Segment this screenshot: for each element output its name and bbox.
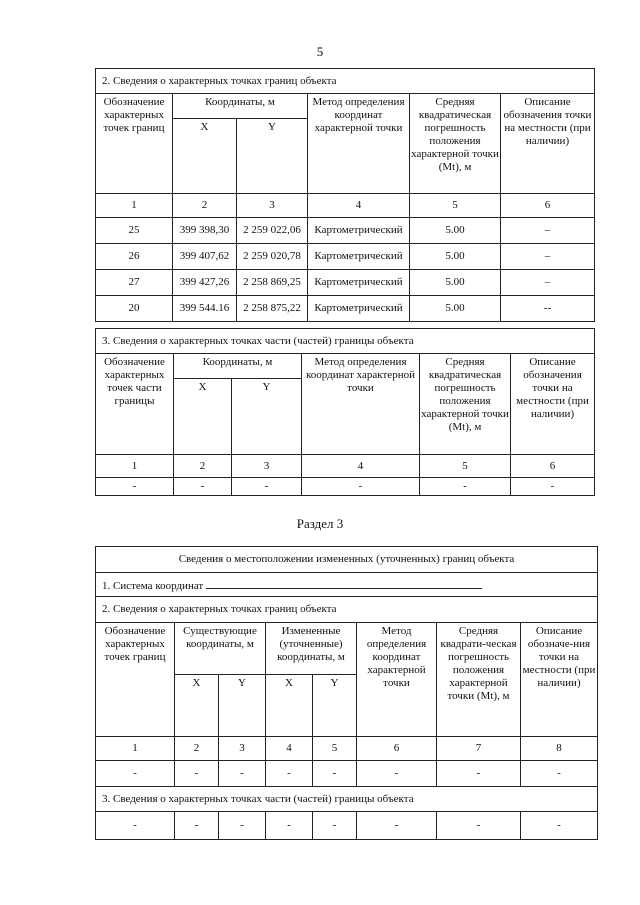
column-number: 3 — [237, 194, 308, 218]
header-accuracy: Средняя квадратическая погрешность положения характерной точки (Mt), м — [410, 94, 501, 194]
boundary-points-table — [95, 68, 595, 322]
cell-empty: - — [302, 478, 420, 496]
cell-accuracy: 5.00 — [410, 270, 501, 296]
section-main-title: Сведения о местоположении измененных (уточненных) границ объекта — [96, 547, 598, 573]
column-number: 8 — [521, 737, 598, 761]
cell-x: 399 427,26 — [173, 270, 237, 296]
header-description: Описание обозначения точки на местности (при наличии) — [501, 94, 595, 194]
cell-x: 399 398,30 — [173, 218, 237, 244]
cell-empty: - — [420, 478, 511, 496]
header-coordinates: Координаты, м — [174, 354, 302, 379]
cell-empty: - — [96, 812, 175, 840]
cell-empty: - — [437, 761, 521, 787]
header-changed-coordinates: Измененные (уточненные) координаты, м — [266, 623, 357, 675]
header-y: Y — [237, 119, 308, 194]
coordinate-system-label: 1. Система координат — [102, 579, 204, 592]
table-title: 2. Сведения о характерных точках границ объекта — [96, 69, 595, 94]
cell-empty: - — [521, 812, 598, 840]
table-row — [96, 296, 595, 322]
cell-empty: - — [266, 812, 313, 840]
cell-method: Картометрический — [308, 218, 410, 244]
column-number: 5 — [410, 194, 501, 218]
cell-empty: - — [96, 761, 175, 787]
cell-empty: - — [357, 761, 437, 787]
cell-empty: - — [511, 478, 595, 496]
cell-method: Картометрический — [308, 296, 410, 322]
cell-description: – — [501, 244, 595, 270]
coordinate-system-blank — [206, 577, 482, 589]
cell-method: Картометрический — [308, 244, 410, 270]
column-number: 1 — [96, 737, 175, 761]
table-row — [96, 812, 598, 840]
header-y: Y — [313, 675, 357, 737]
table-title: 3. Сведения о характерных точках части (частей) границы объекта — [96, 329, 595, 354]
cell-accuracy: 5.00 — [410, 296, 501, 322]
table-title: 3. Сведения о характерных точках части (частей) границы объекта — [96, 787, 598, 812]
cell-point: 20 — [96, 296, 173, 322]
column-number: 6 — [501, 194, 595, 218]
header-description: Описание обозначения точки на местности (при наличии) — [511, 354, 595, 455]
column-number: 4 — [308, 194, 410, 218]
header-y: Y — [219, 675, 266, 737]
table-row — [96, 218, 595, 244]
page-number: 5 — [316, 44, 324, 59]
cell-empty: - — [174, 478, 232, 496]
table-row — [96, 761, 598, 787]
column-numbers-row — [96, 194, 595, 218]
cell-point: 27 — [96, 270, 173, 296]
header-method: Метод определения координат характерной точки — [302, 354, 420, 455]
cell-y: 2 258 875,22 — [237, 296, 308, 322]
cell-empty: - — [521, 761, 598, 787]
header-accuracy: Средняя квадрати-ческая погрешность положения характерной точки (Mt), м — [437, 623, 521, 737]
cell-accuracy: 5.00 — [410, 244, 501, 270]
cell-empty: - — [96, 478, 174, 496]
cell-empty: - — [219, 761, 266, 787]
column-number: 7 — [437, 737, 521, 761]
column-number: 1 — [96, 194, 173, 218]
cell-empty: - — [266, 761, 313, 787]
cell-x: 399 407,62 — [173, 244, 237, 270]
cell-description: – — [501, 270, 595, 296]
header-coordinates: Координаты, м — [173, 94, 308, 119]
cell-empty: - — [175, 812, 219, 840]
header-y: Y — [232, 379, 302, 455]
cell-x: 399 544.16 — [173, 296, 237, 322]
header-designation: Обозначение характерных точек границ — [96, 623, 175, 737]
column-number: 2 — [174, 455, 232, 478]
cell-y: 2 259 020,78 — [237, 244, 308, 270]
table-title: 2. Сведения о характерных точках границ объекта — [96, 597, 598, 623]
cell-y: 2 259 022,06 — [237, 218, 308, 244]
cell-point: 25 — [96, 218, 173, 244]
part-boundary-points-table — [95, 328, 595, 496]
cell-point: 26 — [96, 244, 173, 270]
column-numbers-row — [96, 455, 595, 478]
cell-description: – — [501, 218, 595, 244]
cell-empty: - — [232, 478, 302, 496]
column-number: 4 — [266, 737, 313, 761]
header-designation: Обозначение характерных точек границ — [96, 94, 173, 194]
cell-empty: - — [313, 761, 357, 787]
column-number: 2 — [175, 737, 219, 761]
header-description: Описание обозначе-ния точки на местности (при наличии) — [521, 623, 598, 737]
table-row — [96, 244, 595, 270]
coordinate-system-row — [96, 573, 598, 597]
header-designation: Обозначение характерных точек части границы — [96, 354, 174, 455]
cell-empty: - — [219, 812, 266, 840]
header-accuracy: Средняя квадратическая погрешность положения характерной точки (Mt), м — [420, 354, 511, 455]
header-x: X — [175, 675, 219, 737]
column-number: 5 — [420, 455, 511, 478]
changed-boundaries-table — [95, 546, 598, 840]
cell-empty: - — [175, 761, 219, 787]
section-title: Раздел 3 — [296, 516, 344, 531]
column-number: 2 — [173, 194, 237, 218]
header-x: X — [173, 119, 237, 194]
cell-description: -- — [501, 296, 595, 322]
column-number: 3 — [219, 737, 266, 761]
header-x: X — [266, 675, 313, 737]
cell-empty: - — [357, 812, 437, 840]
column-number: 4 — [302, 455, 420, 478]
cell-accuracy: 5.00 — [410, 218, 501, 244]
table-row — [96, 478, 595, 496]
column-number: 1 — [96, 455, 174, 478]
table-row — [96, 270, 595, 296]
column-number: 5 — [313, 737, 357, 761]
column-number: 6 — [511, 455, 595, 478]
cell-method: Картометрический — [308, 270, 410, 296]
cell-empty: - — [313, 812, 357, 840]
column-number: 3 — [232, 455, 302, 478]
column-number: 6 — [357, 737, 437, 761]
column-numbers-row — [96, 737, 598, 761]
header-method: Метод определения координат характерной точки — [308, 94, 410, 194]
header-x: X — [174, 379, 232, 455]
cell-empty: - — [437, 812, 521, 840]
header-existing-coordinates: Существующие координаты, м — [175, 623, 266, 675]
header-method: Метод определения координат характерной точки — [357, 623, 437, 737]
cell-y: 2 258 869,25 — [237, 270, 308, 296]
